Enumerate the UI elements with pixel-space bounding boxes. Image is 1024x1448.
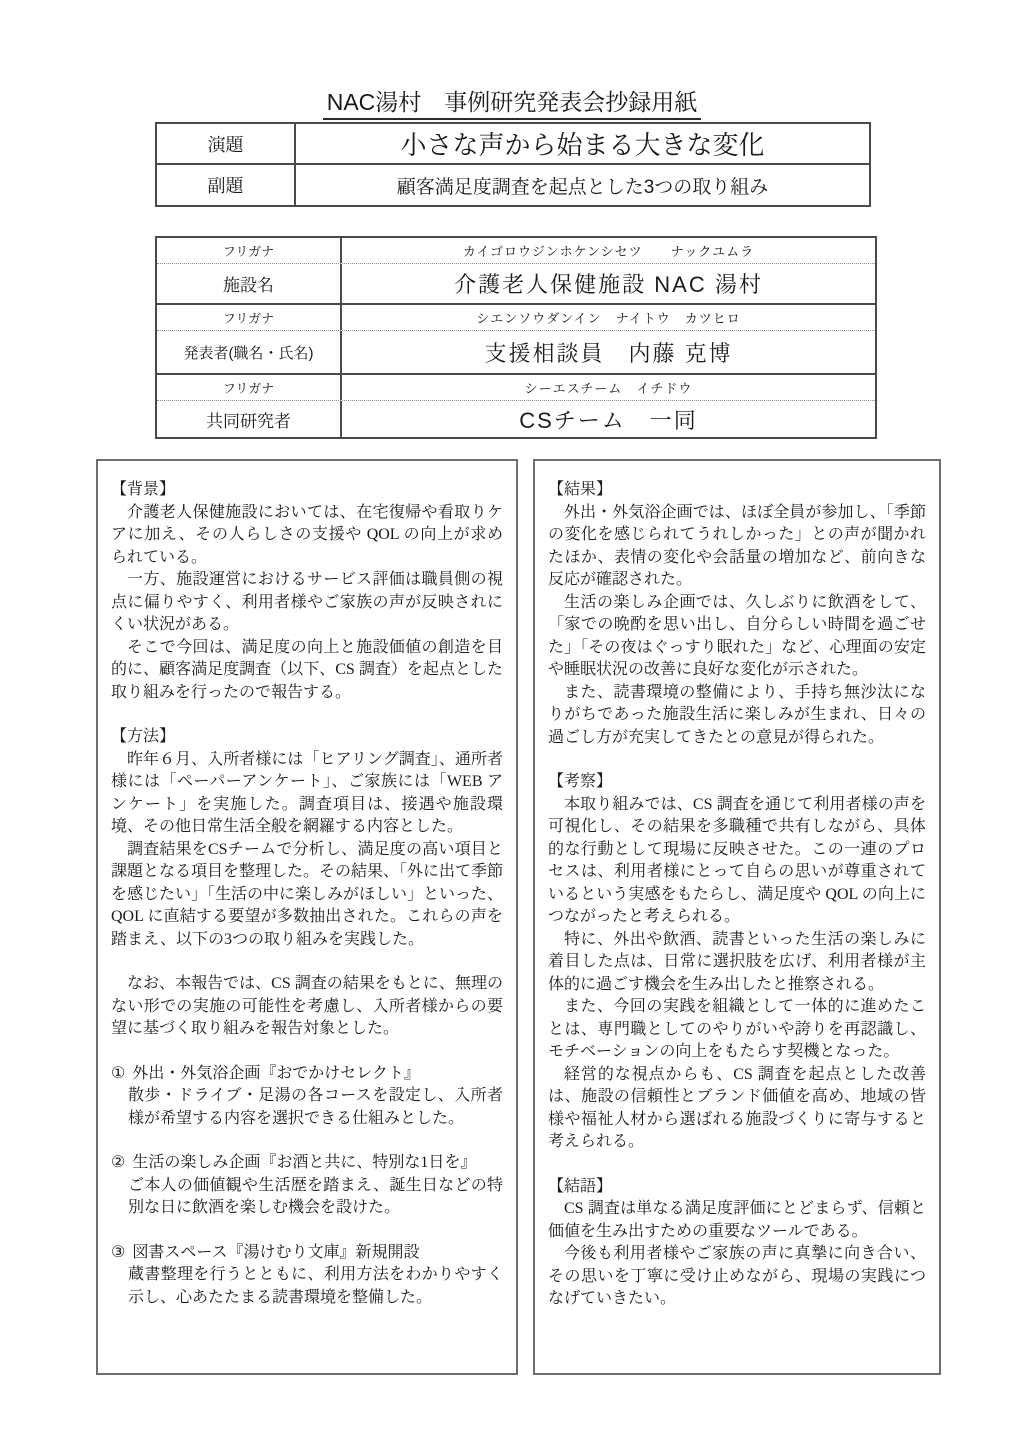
coresearchers-label: 共同研究者	[157, 401, 342, 437]
presenter-group	[157, 303, 875, 373]
facility-value: 介護老人保健施設 NAC 湯村	[454, 272, 763, 297]
presenter-kana-label: フリガナ	[157, 305, 342, 330]
initiative-item-1-marker: ①	[111, 1064, 126, 1082]
conclusion-paragraph: 今後も利用者様やご家族の声に真摯に向き合い、その思いを丁寧に受け止めながら、現場の実践につなげていきたい。	[548, 1245, 926, 1307]
discussion-paragraph: また、今回の実践を組織として一体的に進めたことは、専門職としてのやりがいや誇りを再認識し、モチベーションの向上をもたらす契機となった。	[548, 998, 926, 1060]
background-paragraph: 一方、施設運営におけるサービス評価は職員側の視点に偏りやすく、利用者様やご家族の声が反映されにくい状況がある。	[111, 571, 503, 633]
theme-value: 小さな声から始まる大きな変化	[400, 130, 765, 160]
results-paragraph: 外出・外気浴企画では、ほぼ全員が参加し、「季節の変化を感じられてうれしかった」との声が聞かれたほか、表情の変化や会話量の増加など、前向きな反応が確認された。	[548, 503, 926, 588]
coresearchers-kana-label: フリガナ	[157, 375, 342, 400]
facility-kana-label: フリガナ	[157, 238, 342, 263]
method-paragraph: 調査結果をCSチームで分析し、満足度の高い項目と課題となる項目を整理した。その結果、「外に出て季節を感じたい」「生活の中に楽しみがほしい」といった、QOL に直結する要望が多数抽出された。これらの声を踏まえ、以下の3つの取り組みを実践した。	[111, 840, 504, 948]
subtitle-label: 副題	[157, 165, 296, 205]
coresearchers-kana-row	[157, 375, 875, 401]
initiative-item-2	[111, 1152, 503, 1220]
presenter-kana-row	[157, 305, 875, 331]
method-note-paragraph: なお、本報告では、CS 調査の結果をもとに、無理のない形での実施の可能性を考慮し、入所者様からの要望に基づく取り組みを報告対象とした。	[111, 975, 503, 1037]
theme-row	[157, 124, 869, 163]
initiative-item-2-marker: ②	[111, 1154, 126, 1171]
subtitle-row	[157, 163, 869, 205]
initiative-item-3-body: 蔵書整理を行うとともに、利用方法をわかりやすく示し、心あたたまる読書環境を整備した。	[128, 1266, 503, 1306]
document-title	[0, 84, 1024, 120]
discussion-paragraph: 特に、外出や飲酒、読書といった生活の楽しみに着目した点は、日常に選択肢を広げ、利用者様が主体的に過ごす機会を生み出したと推察される。	[548, 930, 926, 993]
subtitle-value: 顧客満足度調査を起点とした3つの取り組み	[396, 176, 769, 198]
discussion-paragraph: 本取り組みでは、CS 調査を通じて利用者様の声を可視化し、その結果を多職種で共有しながら、具体的な行動として現場に反映させた。この一連のプロセスは、利用者様にとって自らの思いが尊重されているという実感をもたらし、満足度や QOL の向上につながったと考えられる。	[548, 795, 926, 925]
initiative-item-1	[111, 1063, 503, 1131]
presenter-value: 支援相談員 内藤 克博	[484, 340, 733, 366]
results-paragraph: また、読書環境の整備により、手持ち無沙汰になりがちであった施設生活に楽しみが生まれ、日々の過ごし方が充実してきたとの意見が得られた。	[548, 683, 926, 746]
method-heading: 【方法】	[111, 728, 176, 745]
document-title-text: NAC湯村 事例研究発表会抄録用紙	[323, 84, 702, 120]
presenter-kana-value: シエンソウダンイン ナイトウ カツヒロ	[476, 311, 741, 326]
facility-label: 施設名	[157, 264, 342, 303]
method-paragraph: 昨年６月、入所者様には「ヒアリング調査」、通所者様には「ペーパーアンケート」、ご家族には「WEB アンケート」を実施した。調査項目は、接遇や施設環境、その他日常生活全般を網羅する内容とした。	[111, 750, 503, 835]
discussion-heading: 【考察】	[548, 773, 613, 790]
discussion-section	[548, 771, 926, 1154]
background-paragraph: そこで今回は、満足度の向上と施設価値の創造を目的に、顧客満足度調査（以下、CS 調査）を起点とした取り組みを行ったので報告する。	[111, 638, 503, 701]
background-section	[111, 479, 503, 704]
initiative-item-1-title	[111, 1063, 503, 1086]
presenter-row	[157, 331, 875, 373]
conclusion-paragraph: CS 調査は単なる満足度評価にとどまらず、信頼と価値を生み出すための重要なツールである。	[548, 1200, 926, 1240]
background-heading: 【背景】	[111, 481, 176, 498]
right-column	[533, 459, 941, 1375]
initiative-item-2-title	[111, 1152, 503, 1175]
facility-row	[157, 264, 875, 303]
coresearchers-group	[157, 373, 875, 437]
left-column	[96, 459, 518, 1375]
conclusion-section	[548, 1176, 926, 1311]
initiative-item-1-body: 散歩・ドライブ・足湯の各コースを設定し、入所者様が希望する内容を選択できる仕組みとした。	[128, 1087, 503, 1127]
theme-label: 演題	[157, 124, 296, 163]
initiative-item-2-title-text: 生活の楽しみ企画『お酒と共に、特別な1日を』	[132, 1154, 477, 1171]
title-table	[155, 122, 871, 207]
initiative-item-3-title	[111, 1242, 503, 1265]
conclusion-heading: 【結語】	[548, 1177, 613, 1195]
initiative-item-3-marker: ③	[111, 1243, 126, 1261]
results-paragraph: 生活の楽しみ企画では、久しぶりに飲酒をして、「家での晩酌を思い出し、自分らしい時間を過ごせた」「その夜はぐっすり眠れた」など、心理面の安定や睡眠状況の改善に良好な変化が示された。	[548, 593, 926, 678]
background-paragraph: 介護老人保健施設においては、在宅復帰や看取りケアに加え、その人らしさの支援や QOL の向上が求められている。	[111, 503, 503, 566]
presenter-label: 発表者(職名・氏名)	[157, 331, 342, 373]
coresearchers-kana-value: シーエスチーム イチドウ	[524, 381, 693, 396]
initiative-item-3	[111, 1242, 503, 1310]
results-section	[548, 479, 926, 749]
initiative-item-3-title-text: 図書スペース『湯けむり文庫』新規開設	[132, 1243, 420, 1261]
initiative-item-2-body: ご本人の価値観や生活歴を踏まえ、誕生日などの特別な日に飲酒を楽しむ機会を設けた。	[128, 1176, 503, 1216]
facility-group	[157, 238, 875, 303]
coresearchers-value: CSチーム 一同	[519, 407, 698, 433]
info-table	[155, 236, 877, 439]
facility-kana-value: カイゴロウジンホケンシセツ ナックユムラ	[462, 244, 755, 259]
method-section	[111, 726, 503, 951]
initiative-item-1-title-text: 外出・外気浴企画『おでかけセレクト』	[132, 1064, 420, 1082]
discussion-paragraph: 経営的な視点からも、CS 調査を起点とした改善は、施設の信頼性とブランド価値を高め、地域の皆様や福祉人材から選ばれる施設づくりに寄与すると考えられる。	[548, 1065, 926, 1150]
facility-kana-row	[157, 238, 875, 264]
coresearchers-row	[157, 401, 875, 437]
results-heading: 【結果】	[548, 481, 613, 498]
